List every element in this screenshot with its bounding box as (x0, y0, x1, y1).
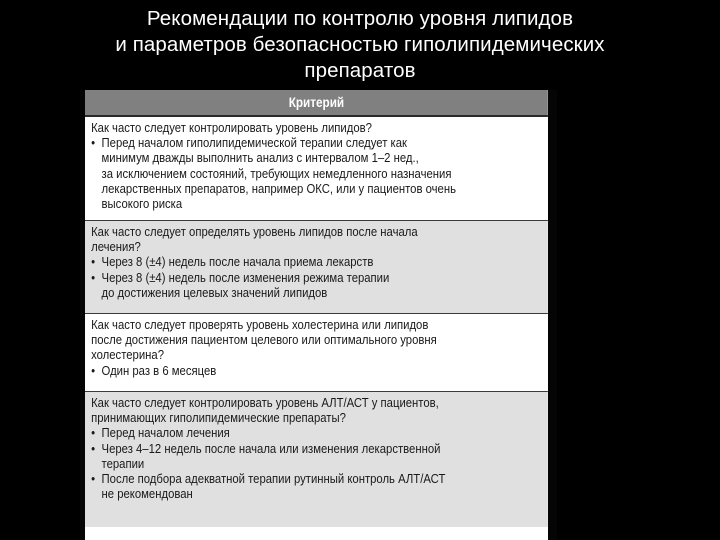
bullet-item (91, 270, 542, 285)
continuation-line: терапии (101, 455, 145, 471)
bullet-icon: • (91, 269, 96, 285)
bullet-item (91, 471, 542, 486)
bullet-item (91, 135, 542, 150)
title-line-1: Рекомендации по контролю уровня липидов (146, 7, 574, 30)
criteria-table (85, 90, 548, 527)
bullet-text: Через 4–12 недель после начала или изменения лекарственной (101, 440, 441, 456)
question-line: холестерина? (91, 347, 164, 363)
bullet-text: Через 8 (±4) недель после начала приема лекарств (101, 254, 374, 270)
bullet-icon: • (91, 362, 96, 378)
table-section-alt-ast (85, 392, 548, 527)
right-edge-strip (548, 90, 557, 540)
bullet-item (91, 425, 542, 440)
criteria-table-image (80, 90, 557, 540)
bullet-item (91, 254, 542, 269)
slide-title (0, 6, 720, 84)
bullet-icon: • (91, 425, 96, 441)
question-line: после достижения пациентом целевого или оптимального уровня (91, 332, 437, 348)
bullet-text: Через 8 (±4) недель после изменения режима терапии (101, 269, 390, 285)
question-line: Как часто следует проверять уровень холестерина или липидов (91, 317, 429, 332)
bullet-text: Перед началом лечения (101, 425, 230, 441)
question-line: Как часто следует контролировать уровень АЛТ/АСТ у пациентов, (91, 395, 439, 410)
continuation-line: лекарственных препаратов, например ОКС, или у пациентов очень (101, 180, 456, 196)
bullet-item (91, 363, 542, 378)
bullet-text: Перед началом гиполипидемической терапии следует как (101, 135, 407, 151)
table-section-after-treatment (85, 221, 548, 314)
bullet-text: Один раз в 6 месяцев (101, 362, 217, 378)
continuation-line: до достижения целевых значений липидов (101, 284, 328, 300)
table-header: Критерий (85, 90, 548, 117)
continuation-line: не рекомендован (101, 486, 193, 502)
bullet-icon: • (91, 254, 96, 270)
title-line-3: препаратов (304, 59, 416, 82)
bullet-item (91, 441, 542, 456)
question-line: лечения? (91, 239, 141, 255)
question-line: Как часто следует определять уровень липидов после начала (91, 224, 418, 239)
bullet-text: После подбора адекватной терапии рутинный контроль АЛТ/АСТ (101, 471, 446, 487)
question-line: принимающих гиполипидемические препараты? (91, 410, 346, 426)
continuation-line: высокого риска (101, 196, 183, 212)
table-section-lipid-frequency (85, 117, 548, 221)
title-line-2: и параметров безопасностью гиполипидемических (115, 33, 605, 56)
table-section-after-target (85, 314, 548, 392)
continuation-line: минимум дважды выполнить анализ с интервалом 1–2 нед., (101, 150, 419, 166)
bullet-icon: • (91, 440, 96, 456)
question-line: Как часто следует контролировать уровень липидов? (91, 120, 372, 135)
continuation-line: за исключением состояний, требующих немедленного назначения (101, 165, 452, 181)
bullet-icon: • (91, 471, 96, 487)
bullet-icon: • (91, 135, 96, 151)
